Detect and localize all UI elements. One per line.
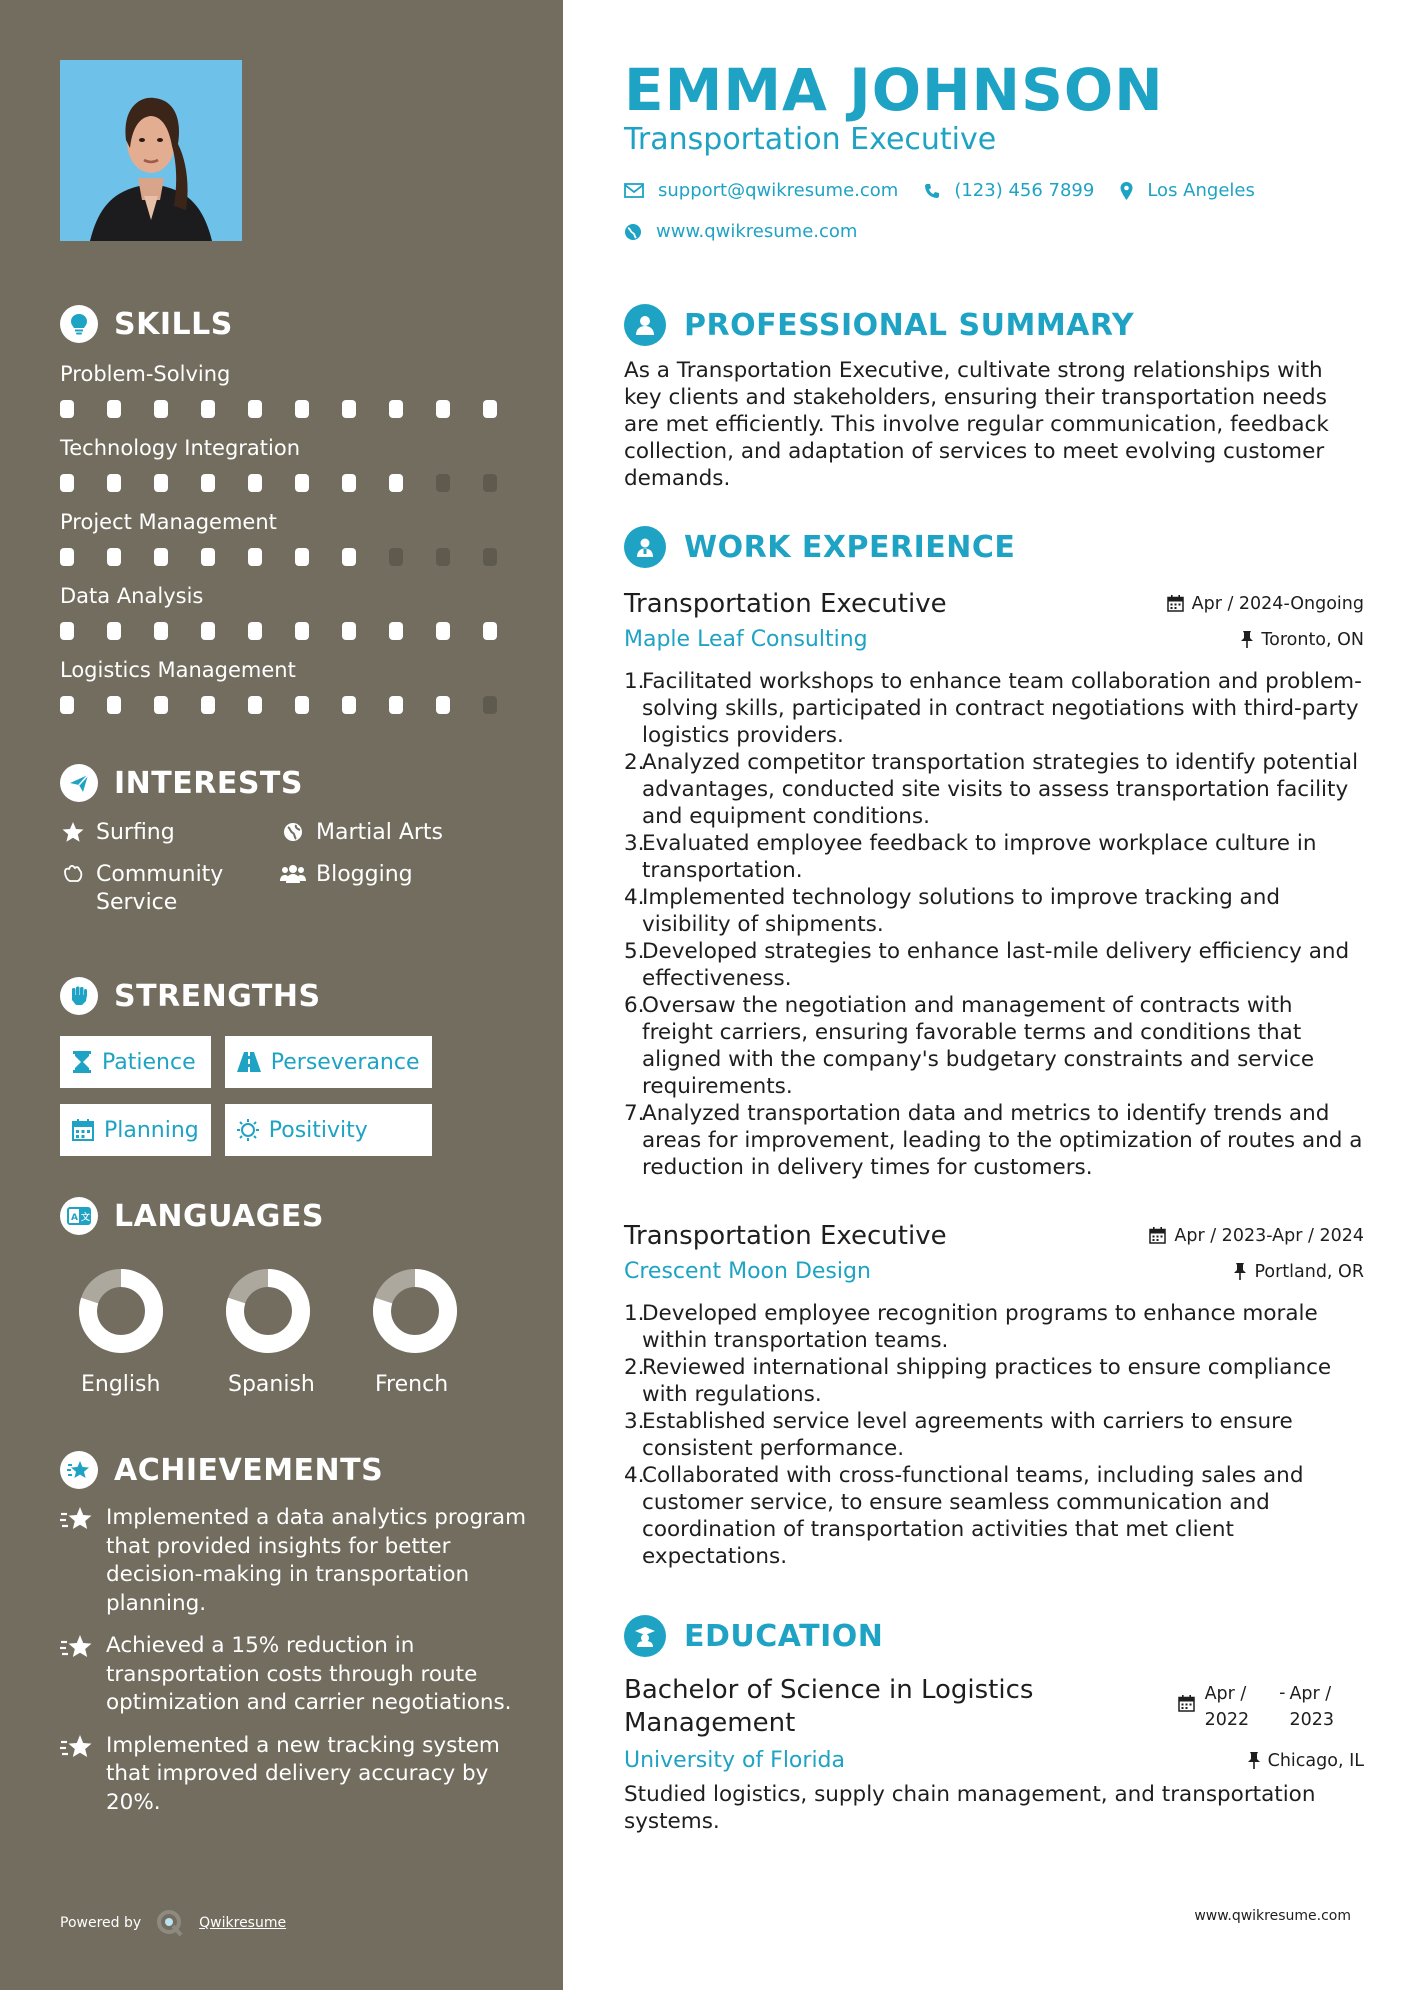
achievement-text: Implemented a data analytics program that provided insights for better decision-making in transportation planning. — [106, 1505, 527, 1616]
rating-dot — [389, 400, 403, 418]
summary-heading: PROFESSIONAL SUMMARY — [684, 307, 1135, 343]
sun-icon — [237, 1119, 259, 1141]
hourglass-icon — [72, 1051, 92, 1073]
award-star-icon — [60, 1632, 96, 1718]
globe-icon — [624, 223, 642, 241]
rating-dot — [248, 400, 262, 418]
rating-dot — [436, 474, 450, 492]
rating-dot — [154, 696, 168, 714]
rating-dot — [295, 474, 309, 492]
language-name: French — [375, 1372, 449, 1397]
task-item: 5. Developed strategies to enhance last-mile delivery efficiency and effectiveness. — [624, 939, 1350, 991]
calendar-icon — [1149, 1227, 1166, 1244]
footer-website[interactable]: www.qwikresume.com — [1194, 1908, 1351, 1924]
strengths-heading: STRENGTHS — [114, 978, 321, 1014]
rating-dot — [248, 696, 262, 714]
contact-row — [624, 180, 1281, 201]
task-item: 6. Oversaw the negotiation and management of contracts with freight carriers, ensuring favorable terms and conditions that aligned with the company's budgetary constraints and service requirements. — [624, 993, 1315, 1099]
rating-dot — [436, 400, 450, 418]
skill-name: Logistics Management — [60, 658, 296, 682]
rating-dot — [295, 548, 309, 566]
strength-chip-positivity: Positivity — [225, 1104, 432, 1156]
task-item: 1. Developed employee recognition programs to enhance morale within transportation teams. — [624, 1301, 1318, 1353]
rating-dot — [389, 474, 403, 492]
rating-dot — [60, 548, 74, 566]
rating-dot — [107, 548, 121, 566]
skill-item-technology-integration — [60, 434, 530, 492]
language-item-english — [60, 1268, 207, 1397]
pushpin-icon — [1241, 631, 1253, 648]
languages-section — [60, 1196, 530, 1397]
rating-dot — [483, 548, 497, 566]
job-company: Crescent Moon Design — [624, 1259, 871, 1284]
skill-name: Technology Integration — [60, 436, 301, 460]
language-name: English — [81, 1372, 161, 1397]
hand-icon — [60, 861, 86, 884]
languages-heading: LANGUAGES — [114, 1198, 324, 1234]
job-date: Apr / 2023-Apr / 2024 — [1149, 1226, 1364, 1246]
svg-text:文: 文 — [81, 1213, 91, 1223]
envelope-icon — [624, 183, 644, 198]
language-name: Spanish — [228, 1372, 315, 1397]
skills-heading: SKILLS — [114, 306, 233, 342]
skill-rating — [60, 696, 530, 714]
interest-item-blogging: Blogging — [280, 861, 510, 917]
interests-section — [60, 763, 530, 917]
skill-item-data-analysis — [60, 582, 530, 640]
language-level-ring — [78, 1268, 164, 1354]
contact-email[interactable]: support@qwikresume.com — [624, 180, 898, 201]
rating-dot — [436, 696, 450, 714]
task-item: 4. Collaborated with cross-functional teams, including sales and customer service, to ensure seamless communication and coordination of transportation activities that met client expectations. — [624, 1463, 1304, 1569]
globe-icon — [280, 819, 306, 842]
summary-section — [624, 301, 1364, 492]
sidebar — [0, 0, 563, 1990]
rating-dot — [342, 622, 356, 640]
task-item: 2. Analyzed competitor transportation strategies to identify potential advantages, conducted site visits to assess transportation facility and equipment conditions. — [624, 750, 1359, 829]
award-star-icon — [60, 1504, 96, 1618]
achievement-item — [60, 1504, 530, 1618]
rating-dot — [342, 474, 356, 492]
pushpin-icon — [1234, 1263, 1246, 1280]
skills-section — [60, 304, 530, 714]
rating-dot — [248, 548, 262, 566]
job-location: Portland, OR — [1234, 1262, 1364, 1282]
calendar-icon — [1178, 1694, 1195, 1720]
skill-name: Problem-Solving — [60, 362, 231, 386]
rating-dot — [342, 696, 356, 714]
rating-dot — [483, 400, 497, 418]
award-star-icon — [60, 1451, 98, 1489]
rating-dot — [60, 400, 74, 418]
summary-text: As a Transportation Executive, cultivate strong relationships with key clients and stakeholders, ensuring their transportation needs are met efficiently. This involve regular communication, feedback collection, and adaptation of services to meet evolving customer demands. — [624, 358, 1329, 491]
skill-rating — [60, 400, 530, 418]
rating-dot — [389, 548, 403, 566]
interests-heading: INTERESTS — [114, 765, 303, 801]
task-item: 2. Reviewed international shipping practices to ensure compliance with regulations. — [624, 1355, 1332, 1407]
skill-item-problem-solving — [60, 360, 530, 418]
rating-dot — [342, 548, 356, 566]
skill-item-logistics-management — [60, 656, 530, 714]
language-level-ring — [225, 1268, 311, 1354]
rating-dot — [436, 622, 450, 640]
achievements-section — [60, 1450, 530, 1817]
qwikresume-link[interactable]: Qwikresume — [199, 1915, 287, 1931]
interest-item-surfing: Surfing — [60, 819, 280, 847]
rating-dot — [154, 474, 168, 492]
job-title: Transportation Executive — [624, 589, 947, 619]
interest-item-community-service: Community Service — [60, 861, 280, 917]
rating-dot — [436, 548, 450, 566]
task-item: 3. Evaluated employee feedback to improve workplace culture in transportation. — [624, 831, 1317, 883]
experience-section — [624, 523, 1364, 1570]
graduation-icon — [624, 1615, 666, 1657]
task-item: 1. Facilitated workshops to enhance team collaboration and problem-solving skills, participated in contract negotiations with third-party logistics providers. — [624, 669, 1362, 748]
rating-dot — [201, 400, 215, 418]
task-item: 3. Established service level agreements with carriers to ensure consistent performance. — [624, 1409, 1293, 1461]
language-item-french — [354, 1268, 501, 1397]
rating-dot — [248, 622, 262, 640]
rating-dot — [201, 622, 215, 640]
pushpin-icon — [1248, 1752, 1260, 1769]
rating-dot — [389, 622, 403, 640]
user-icon — [624, 304, 666, 346]
rating-dot — [295, 400, 309, 418]
contact-website[interactable]: www.qwikresume.com — [624, 221, 857, 242]
strength-chip-patience: Patience — [60, 1036, 211, 1088]
rating-dot — [483, 696, 497, 714]
qwikresume-logo-icon — [155, 1908, 185, 1938]
education-heading: EDUCATION — [684, 1618, 884, 1654]
job-tasks — [624, 1300, 1364, 1570]
achievements-heading: ACHIEVEMENTS — [114, 1452, 384, 1488]
experience-heading: WORK EXPERIENCE — [684, 529, 1016, 565]
strength-chip-planning: Planning — [60, 1104, 211, 1156]
achievement-text: Achieved a 15% reduction in transportation costs through route optimization and carrier negotiations. — [106, 1633, 512, 1715]
language-icon — [60, 1197, 98, 1235]
language-item-spanish — [207, 1268, 354, 1397]
interest-item-martial-arts: Martial Arts — [280, 819, 510, 847]
skill-rating — [60, 622, 530, 640]
strength-chip-perseverance: Perseverance — [225, 1036, 432, 1088]
road-icon — [237, 1052, 261, 1072]
rating-dot — [154, 400, 168, 418]
skill-rating — [60, 548, 530, 566]
job-entry — [624, 589, 1364, 1181]
education-dates: Apr / 2022 - Apr / 2023 — [1178, 1674, 1334, 1740]
rating-dot — [60, 474, 74, 492]
skill-name: Project Management — [60, 510, 277, 534]
rating-dot — [389, 696, 403, 714]
rating-dot — [107, 400, 121, 418]
briefcase-user-icon — [624, 526, 666, 568]
contact-phone[interactable]: (123) 456 7899 — [924, 180, 1094, 201]
website-row — [624, 221, 883, 242]
paper-plane-icon — [60, 764, 98, 802]
achievement-text: Implemented a new tracking system that improved delivery accuracy by 20%. — [106, 1732, 500, 1815]
candidate-title: Transportation Executive — [624, 122, 997, 157]
contact-location: Los Angeles — [1120, 180, 1255, 201]
rating-dot — [342, 400, 356, 418]
skill-name: Data Analysis — [60, 584, 204, 608]
job-title: Transportation Executive — [624, 1221, 947, 1251]
job-date: Apr / 2024-Ongoing — [1167, 594, 1364, 614]
skill-item-project-management — [60, 508, 530, 566]
map-pin-icon — [1120, 182, 1133, 200]
job-company: Maple Leaf Consulting — [624, 627, 868, 652]
job-location: Toronto, ON — [1241, 630, 1364, 650]
star-icon — [60, 819, 86, 842]
rating-dot — [60, 696, 74, 714]
job-tasks — [624, 668, 1364, 1181]
powered-by: Powered by Qwikresume — [60, 1908, 286, 1938]
calendar-icon — [72, 1119, 94, 1141]
rating-dot — [201, 548, 215, 566]
rating-dot — [107, 622, 121, 640]
rating-dot — [201, 696, 215, 714]
rating-dot — [483, 622, 497, 640]
calendar-icon — [1167, 595, 1184, 612]
achievement-item — [60, 1632, 530, 1718]
task-item: 7. Analyzed transportation data and metrics to identify trends and areas for improvement, leading to the optimization of routes and a reduction in delivery times for customers. — [624, 1101, 1363, 1180]
rating-dot — [248, 474, 262, 492]
main-content — [563, 0, 1407, 1990]
education-school: University of Florida — [624, 1748, 845, 1773]
rating-dot — [60, 622, 74, 640]
task-item: 4. Implemented technology solutions to improve tracking and visibility of shipments. — [624, 885, 1280, 937]
language-level-ring — [372, 1268, 458, 1354]
phone-icon — [924, 183, 940, 199]
rating-dot — [295, 696, 309, 714]
rating-dot — [295, 622, 309, 640]
rating-dot — [107, 474, 121, 492]
fist-icon — [60, 977, 98, 1015]
rating-dot — [107, 696, 121, 714]
rating-dot — [154, 622, 168, 640]
candidate-name: EMMA JOHNSON — [624, 56, 1164, 124]
achievement-item — [60, 1732, 530, 1818]
education-section — [624, 1612, 1364, 1835]
education-degree: Bachelor of Science in Logistics Management — [624, 1675, 1034, 1738]
users-icon — [280, 861, 306, 884]
lightbulb-icon — [60, 305, 98, 343]
rating-dot — [154, 548, 168, 566]
profile-photo — [60, 60, 242, 241]
job-entry — [624, 1221, 1364, 1570]
rating-dot — [201, 474, 215, 492]
rating-dot — [483, 474, 497, 492]
skill-rating — [60, 474, 530, 492]
strengths-section — [60, 976, 530, 1156]
education-description: Studied logistics, supply chain management, and transportation systems. — [624, 1782, 1316, 1834]
award-star-icon — [60, 1732, 96, 1818]
education-location: Chicago, IL — [1248, 1751, 1364, 1771]
svg-text:A: A — [71, 1213, 78, 1223]
